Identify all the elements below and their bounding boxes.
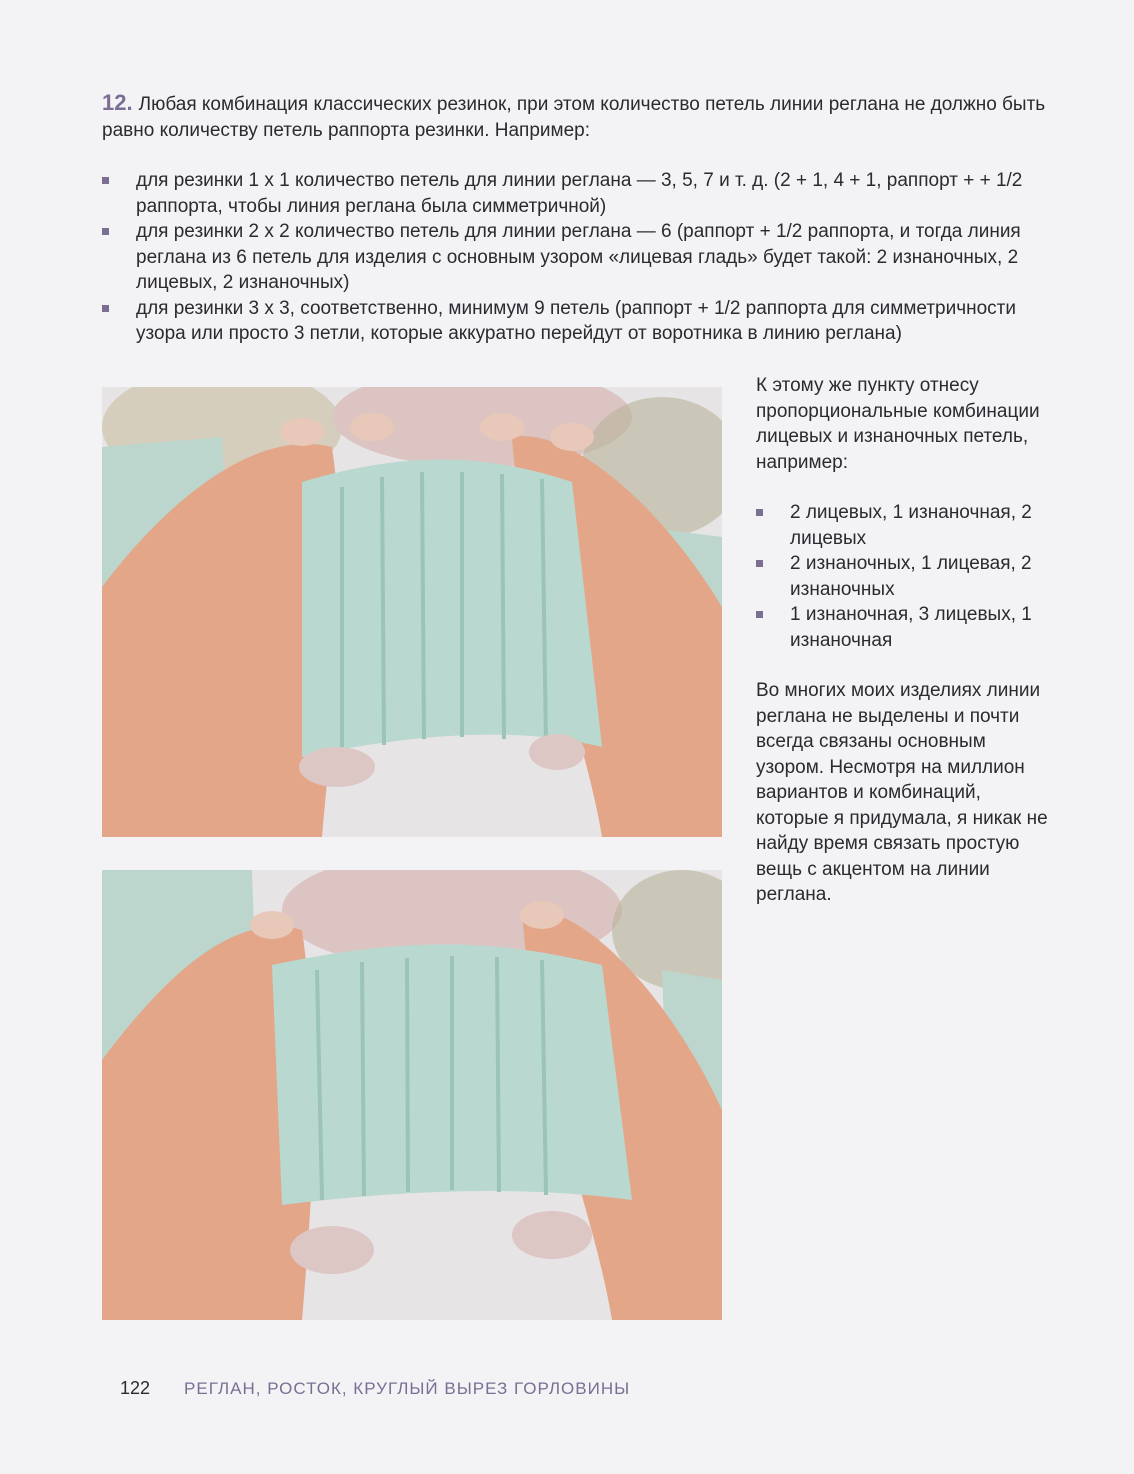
knit-sample-photo-2 — [102, 870, 722, 1320]
square-bullet-icon — [102, 305, 109, 312]
list-item-text: 1 изнаночная, 3 лицевых, 1 изнаночная — [790, 604, 1032, 651]
list-item — [756, 500, 1052, 551]
chapter-title: РЕГЛАН, РОСТОК, КРУГЛЫЙ ВЫРЕЗ ГОРЛОВИНЫ — [184, 1379, 631, 1398]
list-item — [102, 168, 1052, 219]
square-bullet-icon — [756, 560, 763, 567]
list-item — [102, 219, 1052, 296]
list-item-text: для резинки 1 х 1 количество петель для линии реглана — 3, 5, 7 и т. д. (2 + 1, 4 + 1, раппорт + + 1/2 раппорта, чтобы линия реглана была симметричной) — [136, 170, 1023, 217]
list-item-text: для резинки 2 х 2 количество петель для линии реглана — 6 (раппорт + 1/2 раппорта, и тогда линия реглана из 6 петель для изделия с основным узором «лицевая гладь» будет такой: 2 изнаночных, 2 лицевых, 2 изнаночных) — [136, 221, 1021, 293]
knit-photo-illustration — [102, 870, 722, 1320]
square-bullet-icon — [756, 611, 763, 618]
square-bullet-icon — [102, 177, 109, 184]
sidebar-lead: К этому же пункту отнесу пропорциональные комбинации лицевых и изнаночных петель, например: — [756, 375, 1040, 473]
knit-photo-illustration — [102, 387, 722, 837]
combo-bullet-list — [756, 500, 1052, 653]
list-item-text: для резинки 3 х 3, соответственно, минимум 9 петель (раппорт + 1/2 раппорта для симметричности узора или просто 3 петли, которые аккуратно перейдут от воротника в линию реглана) — [136, 297, 1017, 344]
intro-paragraph — [102, 90, 1052, 144]
page-footer — [120, 1378, 630, 1399]
list-item-text: 2 изнаночных, 1 лицевая, 2 изнаночных — [790, 553, 1032, 600]
list-item — [756, 551, 1052, 602]
list-item-text: 2 лицевых, 1 изнаночная, 2 лицевых — [790, 502, 1032, 549]
page-number: 122 — [120, 1378, 151, 1398]
sidebar-note: Во многих моих изделиях линии реглана не выделены и почти всегда связаны основным узором. Несмотря на миллион вариантов и комбинаций, которые я придумала, я никак не найду время связать простую вещь с акцентом на линии реглана. — [756, 680, 1048, 905]
list-item — [102, 296, 1052, 347]
rib-bullet-list — [102, 168, 1052, 347]
knit-sample-photo-1 — [102, 387, 722, 837]
section-number: 12. — [102, 90, 133, 115]
square-bullet-icon — [756, 509, 763, 516]
square-bullet-icon — [102, 228, 109, 235]
list-item — [756, 602, 1052, 653]
intro-text: Любая комбинация классических резинок, при этом количество петель линии реглана не должно быть равно количеству петель раппорта резинки. Например: — [102, 94, 1046, 141]
